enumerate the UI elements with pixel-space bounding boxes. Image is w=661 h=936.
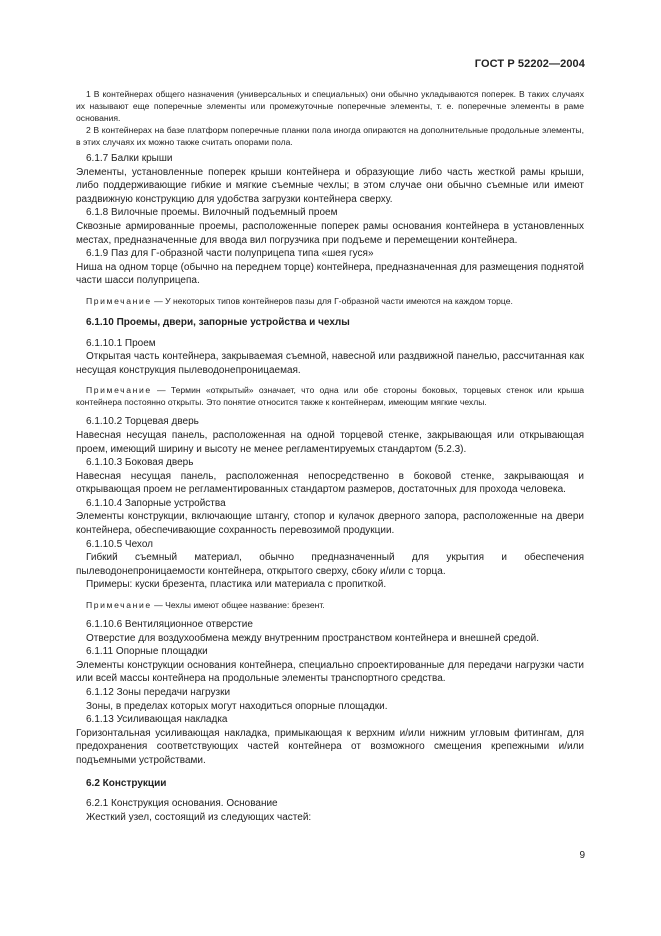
clause-6-2-1-body: Жесткий узел, состоящий из следующих частей: — [86, 811, 312, 823]
clause-6-1-13-title: 6.1.13 Усиливающая накладка — [86, 714, 228, 726]
note-label: Примечание — [86, 295, 152, 306]
clause-6-1-10-4-title: 6.1.10.4 Запорные устройства — [86, 497, 226, 509]
clause-6-1-8-body: Сквозные армированные проемы, расположенные поперек рамы основания контейнера в установленных местах, предназначенные для ввода вил погрузчика при подъеме и перемещении контейнера. — [76, 220, 584, 246]
clause-6-1-9-body: Ниша на одном торце (обычно на переднем торце) контейнера, предназначенная для размещения поднятой части шасси полуприцепа. — [76, 261, 584, 287]
note-6-1-10-1 — [76, 384, 584, 408]
clause-6-1-10-2-body: Навесная несущая панель, расположенная на одной торцевой стенке, закрывающая или открывающая проем, имеющий ширину и высоту не менее регламентируемых стандартом (5.2.3). — [76, 429, 584, 455]
clause-6-1-10-5-title: 6.1.10.5 Чехол — [86, 538, 153, 550]
clause-6-1-10-6-body: Отверстие для воздухообмена между внутренним пространством контейнера и внешней средой. — [86, 632, 539, 644]
clause-6-1-10-2-title: 6.1.10.2 Торцевая дверь — [86, 416, 199, 428]
section-6-2-title: 6.2 Конструкции — [86, 777, 167, 789]
note-text: — У некоторых типов контейнеров пазы для Г-образной части имеются на каждом торце. — [151, 295, 513, 306]
clause-6-1-10-1-body: Открытая часть контейнера, закрываемая съемной, навесной или раздвижной панелью, рассчитанная как несущая конструкция пылеводонепроницаемая. — [76, 351, 584, 376]
standard-header: ГОСТ Р 52202—2004 — [474, 58, 585, 70]
clause-6-2-1-title: 6.2.1 Конструкция основания. Основание — [86, 798, 278, 810]
clause-6-1-10-5-body: Гибкий съемный материал, обычно предназначенный для укрытия и обеспечения пылеводонепроницаемости контейнера, открытого сверху, сбоку и/или с торца. — [76, 552, 584, 577]
note-6-1-9 — [76, 295, 584, 307]
clause-6-1-10-3-body: Навесная несущая панель, расположенная непосредственно в боковой стенке, закрывающая и открывающая проем не регламентированных стандартом размеров, достаточных для прохода человека. — [76, 470, 584, 496]
clause-6-1-8-title: 6.1.8 Вилочные проемы. Вилочный подъемный проем — [86, 207, 338, 219]
clause-6-1-12-body: Зоны, в пределах которых могут находиться опорные площадки. — [86, 700, 388, 712]
clause-6-1-11-title: 6.1.11 Опорные площадки — [86, 646, 208, 658]
note-label: Примечание — [86, 385, 152, 396]
section-6-1-10-title: 6.1.10 Проемы, двери, запорные устройства и чехлы — [86, 316, 350, 328]
clause-6-1-7-body: Элементы, установленные поперек крыши контейнера и образующие либо часть жесткой рамы крыши, либо поддерживающие гибкие и мягкие съемные чехлы; в этом случае они обычно съемные или имеют раздвижную конструкцию для удобства загрузки контейнера сверху. — [76, 166, 584, 205]
note-2: 2 В контейнерах на базе платформ поперечные планки пола иногда опираются на дополнительные продольные элементы, в этих случаях их можно также считать опорами пола. — [76, 125, 584, 147]
page-content — [76, 88, 584, 824]
clause-6-1-10-5-examples: Примеры: куски брезента, пластика или материала с пропиткой. — [86, 579, 387, 591]
note-1: 1 В контейнерах общего назначения (универсальных и специальных) они обычно укладываются поперек. В таких случаях их называют еще поперечные элементы или промежуточные поперечные элементы, т. е. поперечные элементы в раме основания. — [76, 89, 584, 123]
note-6-1-10-5 — [76, 599, 584, 611]
note-text: — Термин «открытый» означает, что одна или обе стороны боковых, торцевых стенок или крыша контейнера постоянно открыты. Это понятие относится также к контейнерам, имеющим мягкие чехлы. — [76, 385, 584, 408]
clause-6-1-10-6-title: 6.1.10.6 Вентиляционное отверстие — [86, 619, 253, 631]
note-text: — Чехлы имеют общее название: брезент. — [151, 600, 325, 611]
note-label: Примечание — [86, 600, 152, 611]
clause-6-1-10-3-title: 6.1.10.3 Боковая дверь — [86, 457, 194, 469]
clause-6-1-7-title: 6.1.7 Балки крыши — [86, 153, 173, 164]
clause-6-1-10-1-title: 6.1.10.1 Проем — [86, 337, 156, 349]
clause-6-1-9-title: 6.1.9 Паз для Г-образной части полуприцепа типа «шея гуся» — [86, 248, 374, 260]
clause-6-1-13-body: Горизонтальная усиливающая накладка, примыкающая к верхним и/или нижним угловым фитингам, для предохранения соответствующих частей контейнера от возможного смещения крепежными и/или подъемными устройствами. — [76, 727, 584, 766]
clause-6-1-10-4-body: Элементы конструкции, включающие штангу, стопор и кулачок дверного запора, расположенные на двери контейнера, обеспечивающие сохранность перевозимой продукции. — [76, 511, 584, 537]
clause-6-1-11-body: Элементы конструкции основания контейнера, специально спроектированные для передачи нагрузки части или всей массы контейнера на продольные элементы транспортного средства. — [76, 659, 584, 685]
clause-6-1-12-title: 6.1.12 Зоны передачи нагрузки — [86, 687, 231, 698]
page-number: 9 — [579, 850, 585, 861]
